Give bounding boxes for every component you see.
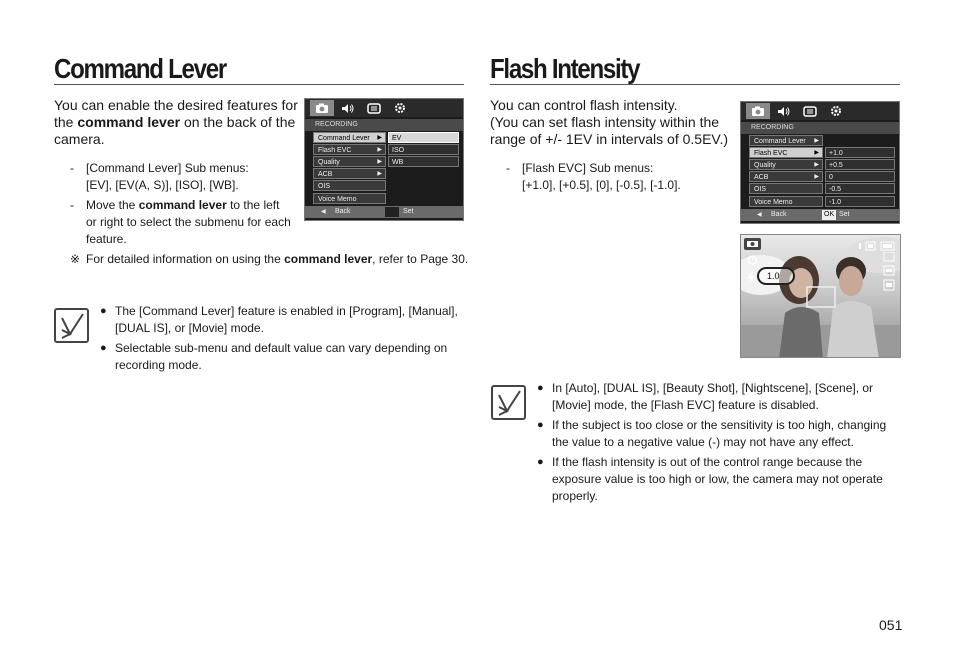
bullet-dot: ● — [537, 382, 544, 394]
menu-item-voice-memo[interactable]: Voice Memo — [749, 196, 823, 207]
bullet-line: In [Auto], [DUAL IS], [Beauty Shot], [Nightscene], [Scene], or — [552, 381, 874, 395]
flash-icon — [746, 271, 756, 289]
bullet-dot: ● — [100, 305, 107, 317]
submenu-item-0[interactable]: 0 — [825, 171, 895, 182]
intro-line: You can control flash intensity. — [490, 97, 678, 113]
camera-icon — [746, 103, 770, 119]
back-label[interactable]: Back — [335, 208, 351, 215]
menu-footer — [741, 209, 899, 221]
bullet-line: [Movie] mode, the [Flash EVC] feature is disabled. — [552, 398, 819, 412]
dash-item-move-lever — [70, 197, 305, 248]
dash-mark: - — [506, 161, 510, 175]
bullet-line: recording mode. — [115, 358, 202, 372]
menu-item-command-lever[interactable]: Command Lever ▶ — [313, 132, 386, 143]
intro-line: (You can set flash intensity within the — [490, 114, 720, 130]
back-label[interactable]: Back — [771, 211, 787, 218]
menu-item-quality[interactable]: Quality ▶ — [313, 156, 386, 167]
dash-line: [Command Lever] Sub menus: — [86, 161, 249, 175]
bullet-line: exposure value is too high or low, the camera may not operate — [552, 472, 883, 486]
dash-item-submenus — [70, 160, 300, 194]
menu-item-quality[interactable]: Quality ▶ — [749, 159, 823, 170]
dash-mark: - — [70, 161, 74, 175]
submenu-item-plus-1-0[interactable]: +1.0 — [825, 147, 895, 158]
left-note-bullets — [100, 303, 460, 377]
menu-item-flash-evc[interactable]: Flash EVC ▶ — [749, 147, 823, 158]
bullet-dot: ● — [537, 456, 544, 468]
set-label[interactable]: Set — [403, 208, 414, 215]
menu-item-ois[interactable]: OIS — [749, 183, 823, 194]
intro-text — [490, 97, 735, 148]
sound-icon — [336, 100, 360, 116]
dash-mark: - — [70, 198, 74, 212]
menu-item-flash-evc[interactable]: Flash EVC ▶ — [313, 144, 386, 155]
dash-line: Move the command lever to the left — [86, 198, 280, 212]
list-item — [100, 340, 460, 374]
intro-line: You can enable the desired features for — [54, 97, 298, 113]
battery-icon — [857, 241, 897, 251]
side-status-icons — [882, 252, 896, 297]
ok-key — [385, 207, 399, 217]
bullet-line: [DUAL IS], or [Movie] mode. — [115, 321, 264, 335]
intro-line: camera. — [54, 131, 105, 147]
list-item — [537, 454, 897, 505]
flash-evc-menu-screenshot — [740, 101, 900, 224]
dash-line: [Flash EVC] Sub menus: — [522, 161, 654, 175]
bullet-line: If the subject is too close or the sensitivity is too high, changing — [552, 418, 887, 432]
dash-line: or right to select the submenu for each — [86, 215, 291, 229]
menu-footer — [305, 206, 463, 218]
note-pencil-icon — [491, 385, 526, 420]
flash-evc-value-badge — [757, 267, 795, 285]
sound-icon — [772, 103, 796, 119]
bullet-line: properly. — [552, 489, 598, 503]
menu-item-acb[interactable]: ACB ▶ — [313, 168, 386, 179]
menu-tab-bar — [741, 102, 899, 120]
title-rule — [54, 84, 464, 85]
camera-icon — [310, 100, 334, 116]
note-pencil-icon — [54, 308, 89, 343]
settings-gear-icon — [824, 103, 848, 119]
flash-evc-value: 1.0 — [767, 271, 780, 281]
dash-line: feature. — [86, 232, 127, 246]
submenu-item-ev[interactable]: EV — [388, 132, 459, 143]
right-note-bullets — [537, 380, 897, 508]
back-arrow-icon[interactable]: ◀ — [757, 212, 762, 218]
dash-item-flash-evc-submenus — [506, 160, 726, 194]
menu-header: RECORDING — [305, 119, 463, 131]
page-number: 051 — [879, 617, 903, 633]
list-item — [537, 417, 897, 451]
submenu-item-minus-1-0[interactable]: -1.0 — [825, 196, 895, 207]
bullet-dot: ● — [537, 419, 544, 431]
settings-gear-icon — [388, 100, 412, 116]
menu-tab-bar — [305, 99, 463, 117]
back-arrow-icon[interactable]: ◀ — [321, 209, 326, 215]
dash-line: [+1.0], [+0.5], [0], [-0.5], [-1.0]. — [522, 178, 681, 192]
submenu-item-plus-0-5[interactable]: +0.5 — [825, 159, 895, 170]
bullet-line: If the flash intensity is out of the control range because the — [552, 455, 863, 469]
program-mode-icon — [744, 238, 761, 250]
dash-line: [EV], [EV(A, S)], [ISO], [WB]. — [86, 178, 239, 192]
menu-item-voice-memo[interactable]: Voice Memo — [313, 193, 386, 204]
reference-note: ※ For detailed information on using the command lever, refer to Page 30. — [70, 252, 469, 266]
timer-icon — [746, 254, 759, 267]
menu-header: RECORDING — [741, 122, 899, 134]
command-lever-menu-screenshot — [304, 98, 464, 221]
display-icon — [798, 103, 822, 119]
ok-key[interactable]: OK — [824, 211, 835, 218]
submenu-item-wb[interactable]: WB — [388, 156, 459, 167]
intro-text — [54, 97, 299, 148]
list-item — [100, 303, 460, 337]
display-icon — [362, 100, 386, 116]
intro-line: the command lever on the back of the — [54, 114, 296, 130]
bullet-line: the value to a negative value (-) may not have any effect. — [552, 435, 854, 449]
note-mark-icon: ※ — [70, 252, 81, 266]
menu-item-acb[interactable]: ACB ▶ — [749, 171, 823, 182]
intro-line: range of +/- 1EV in intervals of 0.5EV.) — [490, 131, 729, 147]
title-rule — [490, 84, 900, 85]
page-title-command-lever: Command Lever — [54, 53, 226, 84]
bullet-dot: ● — [100, 342, 107, 354]
menu-item-ois[interactable]: OIS — [313, 180, 386, 191]
submenu-item-iso[interactable]: ISO — [388, 144, 459, 155]
set-label[interactable]: Set — [839, 211, 850, 218]
submenu-item-minus-0-5[interactable]: -0.5 — [825, 183, 895, 194]
camera-preview-photo — [740, 234, 901, 358]
mode-status-icon — [882, 252, 896, 292]
bullet-line: Selectable sub-menu and default value can vary depending on — [115, 341, 448, 355]
list-item — [537, 380, 897, 414]
menu-item-command-lever[interactable]: Command Lever ▶ — [749, 135, 823, 146]
bullet-line: The [Command Lever] feature is enabled in [Program], [Manual], — [115, 304, 458, 318]
page-title-flash-intensity: Flash Intensity — [490, 53, 640, 84]
